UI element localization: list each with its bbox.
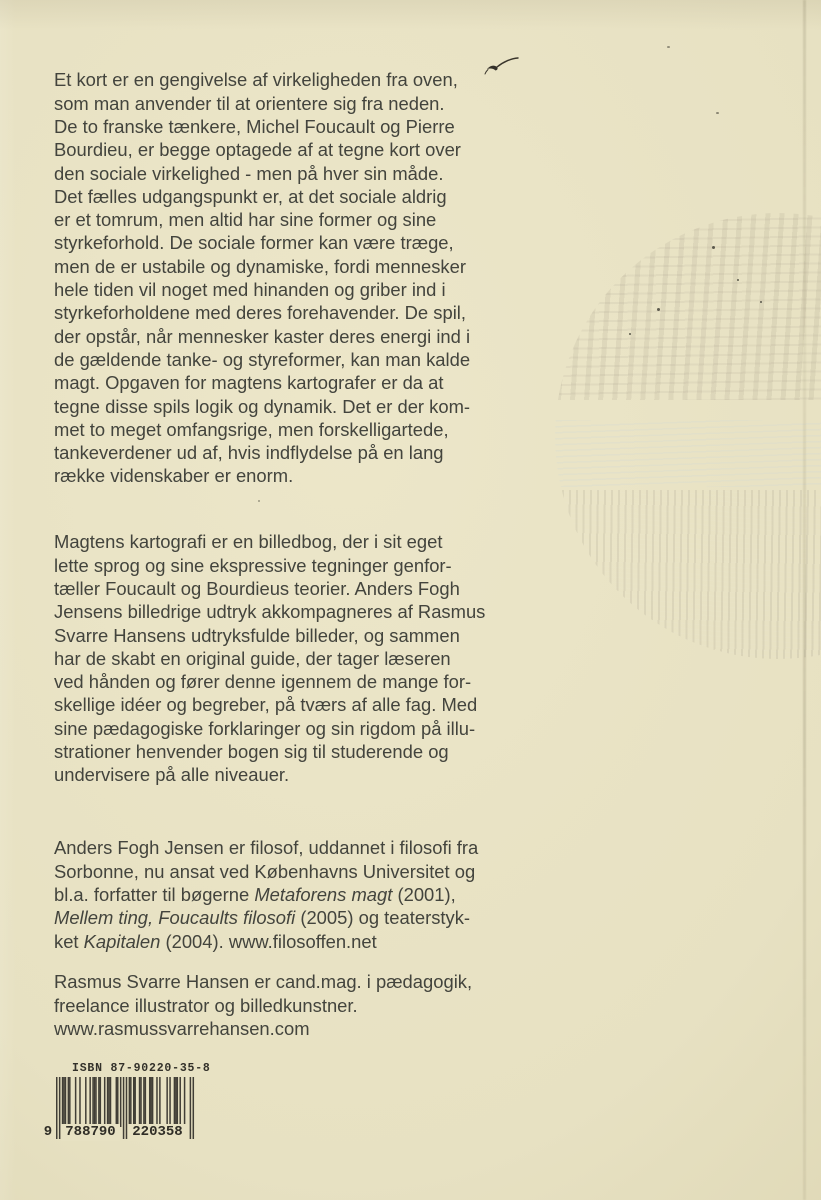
paper-crease [803,0,806,1200]
author-bio-hansen: Rasmus Svarre Hansen er cand.mag. i pædagogik, freelance illustrator og billedkunstner. www.rasmussvarrehansen.com [54,971,473,1039]
dust-speck [716,112,719,114]
photo-sky-texture [555,213,821,400]
isbn-label: ISBN 87-90220-35-8 [72,1062,211,1075]
isbn-barcode [43,1062,216,1141]
dust-speck [712,246,715,249]
ean-digit-first: 9 [43,1124,53,1140]
dust-speck [737,279,739,281]
book-description-paragraph: Magtens kartografi er en billedbog, der i sit eget lette sprog og sine ekspressive tegninger genfor- tæller Foucault og Bourdieus teorier. Anders Fogh Jensens billedrige udtryk akkompagneres af Rasmus Svarre Hansens udtryksfulde billeder, og sammen har de skabt en original guide, der tager læseren ved hånden og fører denne igennem de mange for- skellige idéer og begreber, på tværs af alle fag. Med sine pædagogiske forklaringer og sin rigdom på illu- strationer henvender bogen sig til studerende og undervisere på alle niveauer. [54,531,486,786]
author-bio-jensen: Anders Fogh Jensen er filosof, uddannet i filosofi fra Sorbonne, nu ansat ved Københavns Universitet og bl.a. forfatter til bøgerne Metaforens magt (2001), Mellem ting, Foucaults filosofi (2005) og teaterstyk- ket Kapitalen (2004). www.filosoffen.net [54,837,479,952]
photo-wave-texture [555,420,821,487]
photo-sand-texture [555,490,821,659]
cover-photo-circle [555,213,821,659]
intro-paragraph: Et kort er en gengivelse af virkeligheden fra oven, som man anvender til at orientere sig fra neden. De to franske tænkere, Michel Foucault og Pierre Bourdieu, er begge optagede af at tegne kort over den sociale virkelighed - men på hver sin måde. Det fælles udgangspunkt er, at det sociale aldrig er et tomrum, men altid har sine former og sine styrkeforhold. De sociale former kan være træge, men de er ustabile og dynamiske, fordi mennesker hele tiden vil noget med hinanden og griber ind i styrkeforholdene med deres forehavender. De spil, der opstår, når mennesker kaster deres energi ind i de gældende tanke- og styreformer, kan man kalde magt. Opgaven for magtens kartografer er da at tegne disse spils logik og dynamik. Det er der kom- met to meget omfangsrige, men forskelligartede, tankeverdener ud af, hvis indflydelse på en lang række videnskaber er enorm. [54,69,471,487]
dust-speck [258,500,260,502]
dust-speck [657,308,660,311]
dust-speck [667,46,670,48]
ean-digit-group2: 220358 [128,1124,187,1141]
ean-digit-group1: 788790 [61,1124,120,1141]
dust-speck [760,301,762,303]
barcode-bars-area [43,1077,196,1141]
dust-speck [629,333,631,335]
